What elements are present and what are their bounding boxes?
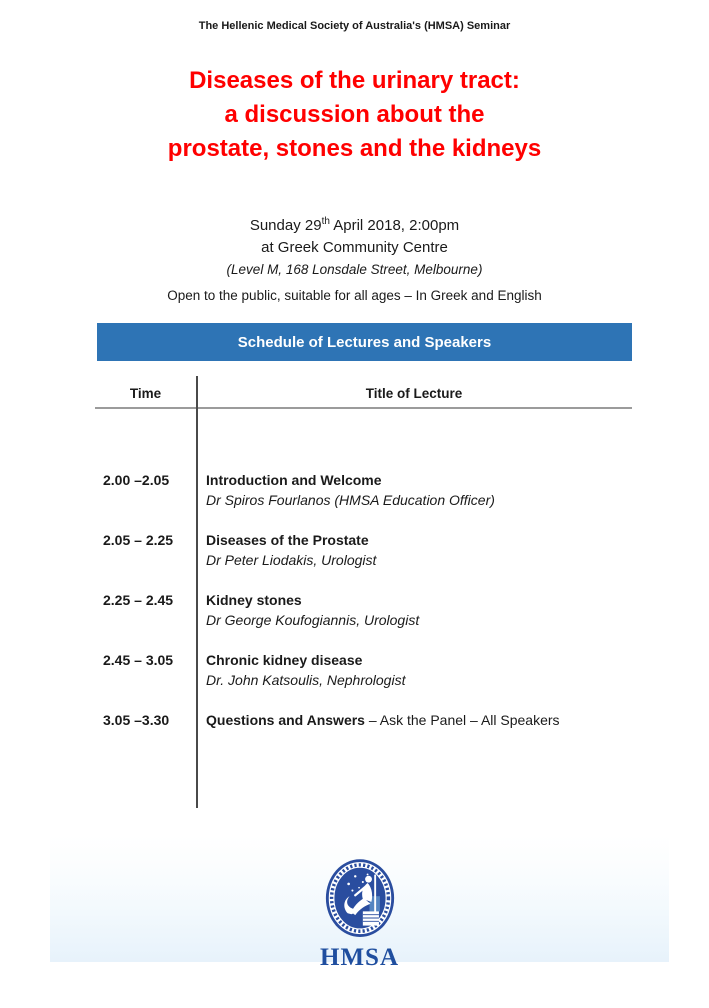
row-time: 2.25 – 2.45 [103, 592, 174, 608]
schedule-rows [95, 470, 632, 770]
row-time: 2.05 – 2.25 [103, 532, 174, 548]
hmsa-seal-icon [324, 858, 396, 947]
row-time: 3.05 –3.30 [103, 712, 170, 728]
lecture-title: Diseases of the Prostate [206, 532, 369, 548]
column-header-time: Time [129, 386, 162, 401]
page-title [0, 64, 709, 166]
event-venue: at Greek Community Centre [261, 239, 448, 256]
table-row [95, 470, 632, 530]
hmsa-logo-text: HMSA [320, 944, 399, 971]
lecture-title: Introduction and Welcome [206, 472, 382, 488]
lecture-title: Questions and Answers – Ask the Panel – All Speakers [206, 712, 560, 728]
event-address: (Level M, 168 Lonsdale Street, Melbourne) [226, 262, 483, 277]
title-line-3: prostate, stones and the kidneys [167, 135, 542, 162]
lecture-speaker: Dr Peter Liodakis, Urologist [206, 552, 377, 568]
lecture-speaker: Dr Spiros Fourlanos (HMSA Education Officer) [206, 492, 495, 508]
row-time: 2.00 –2.05 [103, 472, 170, 488]
lecture-speaker: Dr George Koufogiannis, Urologist [206, 612, 420, 628]
row-lecture [196, 470, 632, 530]
table-header-rule [95, 407, 632, 409]
schedule-banner-label: Schedule of Lectures and Speakers [237, 333, 492, 351]
schedule-banner [97, 323, 632, 361]
title-line-1: Diseases of the urinary tract: [189, 67, 520, 94]
title-line-2: a discussion about the [224, 101, 485, 128]
lecture-title: Kidney stones [206, 592, 302, 608]
row-lecture [196, 530, 632, 590]
doc-header: The Hellenic Medical Society of Australia's (HMSA) Seminar [198, 20, 511, 32]
row-lecture [196, 710, 632, 770]
table-row [95, 710, 632, 770]
lecture-speaker: Dr. John Katsoulis, Nephrologist [206, 672, 406, 688]
table-row [95, 650, 632, 710]
row-lecture [196, 590, 632, 650]
column-header-title: Title of Lecture [365, 386, 463, 401]
ordinal-superscript: th [321, 216, 330, 227]
lecture-title: Chronic kidney disease [206, 652, 363, 668]
hmsa-logo [50, 858, 669, 972]
audience-note: Open to the public, suitable for all ages – In Greek and English [167, 288, 542, 303]
table-row [95, 530, 632, 590]
event-date: Sunday 29th April 2018, 2:00pm [249, 216, 460, 234]
event-details [0, 211, 709, 280]
row-lecture [196, 650, 632, 710]
table-row [95, 590, 632, 650]
row-time: 2.45 – 3.05 [103, 652, 174, 668]
footer-gradient-panel [50, 835, 669, 971]
